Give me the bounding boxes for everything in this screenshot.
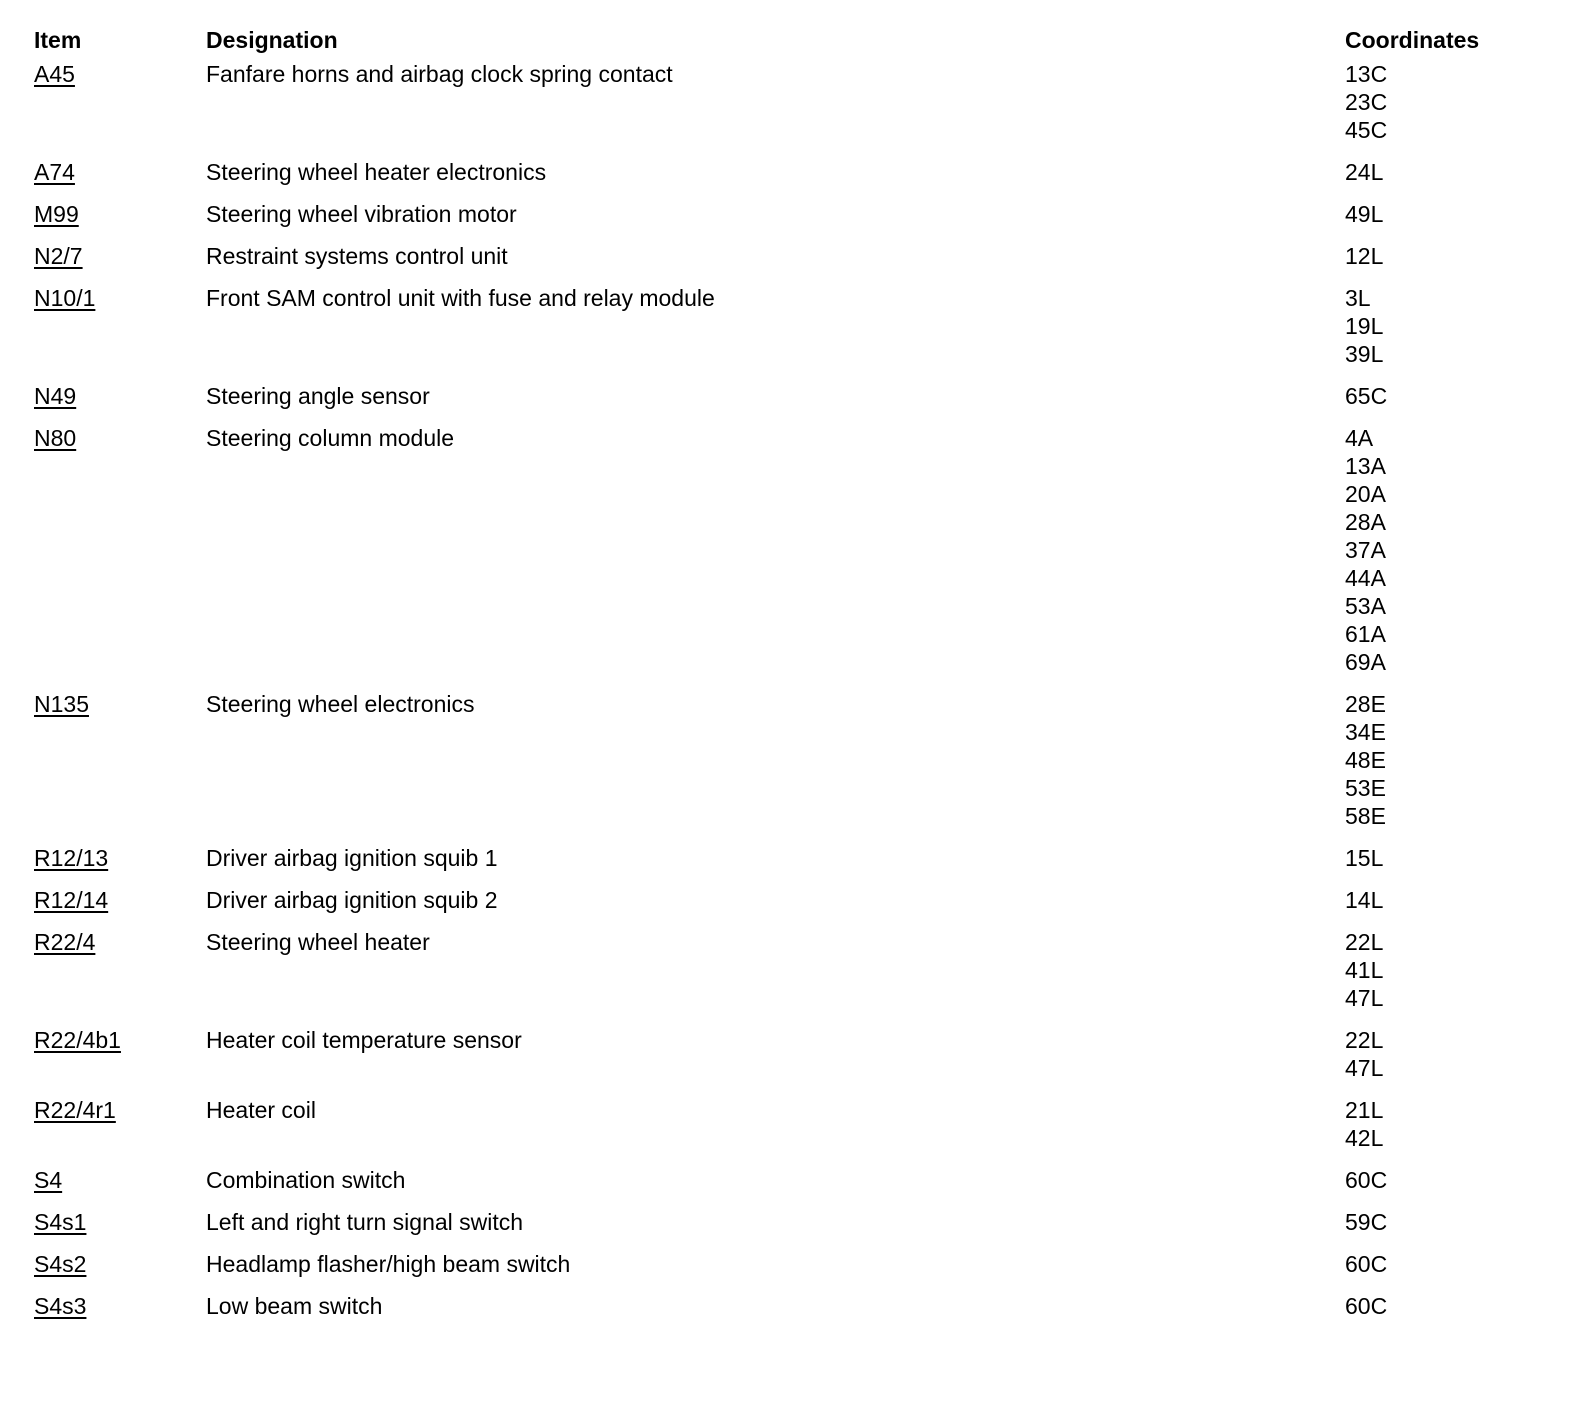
table-header [34,24,1554,56]
coordinate-value: 3L [1345,285,1371,311]
coordinate-value: 59C [1345,1209,1388,1235]
table-row [34,1166,1554,1208]
table-row [34,1292,1554,1334]
table-row [34,844,1554,886]
coordinate-value: 12L [1345,243,1384,269]
item-cell [34,1292,206,1320]
table-row [34,382,1554,424]
coordinate-value: 49L [1345,201,1384,227]
item-cell [34,242,206,270]
table-row [34,690,1554,844]
item-cell [34,1208,206,1236]
coordinate-value: 53A [1345,593,1386,619]
coordinates-cell [1345,424,1554,676]
item-cell [34,928,206,956]
table-row [34,1026,1554,1096]
designation-cell: Fanfare horns and airbag clock spring contact [206,61,673,87]
designation-cell: Restraint systems control unit [206,243,508,269]
item-link[interactable]: R22/4 [34,929,96,955]
coordinate-value: 19L [1345,313,1384,339]
coordinate-value: 48E [1345,747,1386,773]
coordinates-cell [1345,158,1554,186]
coordinates-cell [1345,60,1554,144]
designation-cell: Heater coil temperature sensor [206,1027,522,1053]
coordinate-value: 37A [1345,537,1386,563]
coordinates-cell [1345,284,1554,368]
coordinate-value: 61A [1345,621,1386,647]
coordinates-cell [1345,1096,1554,1152]
coordinate-value: 22L [1345,1027,1384,1053]
designation-cell: Steering wheel vibration motor [206,201,517,227]
item-cell [34,284,206,312]
coordinates-cell [1345,200,1554,228]
coordinate-value: 21L [1345,1097,1384,1123]
coordinate-value: 34E [1345,719,1386,745]
coordinate-value: 65C [1345,383,1388,409]
item-link[interactable]: N49 [34,383,77,409]
designation-cell: Low beam switch [206,1293,383,1319]
item-link[interactable]: S4 [34,1167,63,1193]
item-cell [34,690,206,718]
coordinate-value: 13C [1345,61,1388,87]
item-cell [34,60,206,88]
coordinate-value: 15L [1345,845,1384,871]
item-cell [34,1166,206,1194]
item-cell [34,200,206,228]
designation-cell: Driver airbag ignition squib 2 [206,887,498,913]
coordinates-cell [1345,1026,1554,1082]
coordinate-value: 53E [1345,775,1386,801]
table-row [34,242,1554,284]
item-link[interactable]: S4s3 [34,1293,87,1319]
item-link[interactable]: A74 [34,159,75,185]
coordinate-value: 28A [1345,509,1386,535]
table-row [34,1096,1554,1166]
coordinate-value: 60C [1345,1167,1388,1193]
component-legend-table [34,24,1554,1334]
item-link[interactable]: R22/4r1 [34,1097,116,1123]
designation-cell: Driver airbag ignition squib 1 [206,845,498,871]
coordinates-cell [1345,382,1554,410]
table-row [34,928,1554,1026]
coordinate-value: 60C [1345,1251,1388,1277]
coordinate-value: 20A [1345,481,1386,507]
coordinate-value: 4A [1345,425,1374,451]
item-cell [34,1250,206,1278]
coordinate-value: 45C [1345,117,1388,143]
table-row [34,424,1554,690]
coordinate-value: 39L [1345,341,1384,367]
item-cell [34,1096,206,1124]
item-link[interactable]: R22/4b1 [34,1027,121,1053]
coordinates-cell [1345,844,1554,872]
item-link[interactable]: S4s2 [34,1251,87,1277]
designation-cell: Steering wheel electronics [206,691,475,717]
coordinate-value: 44A [1345,565,1386,591]
table-row [34,60,1554,158]
designation-cell: Heater coil [206,1097,316,1123]
coordinate-value: 60C [1345,1293,1388,1319]
table-row [34,200,1554,242]
header-item: Item [34,27,82,53]
table-row [34,886,1554,928]
designation-cell: Front SAM control unit with fuse and relay module [206,285,715,311]
header-designation: Designation [206,27,338,53]
item-link[interactable]: N135 [34,691,89,717]
header-coordinates: Coordinates [1345,27,1480,53]
coordinate-value: 47L [1345,1055,1384,1081]
coordinates-cell [1345,1208,1554,1236]
item-cell [34,382,206,410]
item-cell [34,886,206,914]
item-link[interactable]: R12/13 [34,845,109,871]
table-row [34,1208,1554,1250]
designation-cell: Steering wheel heater electronics [206,159,547,185]
coordinate-value: 47L [1345,985,1384,1011]
designation-cell: Headlamp flasher/high beam switch [206,1251,571,1277]
item-link[interactable]: S4s1 [34,1209,87,1235]
coordinates-cell [1345,1166,1554,1194]
item-link[interactable]: M99 [34,201,79,227]
item-link[interactable]: A45 [34,61,75,87]
item-cell [34,844,206,872]
table-body [34,60,1554,1334]
coordinate-value: 42L [1345,1125,1384,1151]
coordinates-cell [1345,242,1554,270]
coordinates-cell [1345,928,1554,1012]
coordinates-cell [1345,1292,1554,1320]
coordinate-value: 41L [1345,957,1384,983]
table-row [34,284,1554,382]
item-cell [34,424,206,452]
designation-cell: Steering angle sensor [206,383,430,409]
item-link[interactable]: N10/1 [34,285,96,311]
item-cell [34,158,206,186]
coordinate-value: 23C [1345,89,1388,115]
designation-cell: Left and right turn signal switch [206,1209,524,1235]
coordinates-cell [1345,886,1554,914]
coordinate-value: 28E [1345,691,1386,717]
designation-cell: Steering wheel heater [206,929,430,955]
table-row [34,158,1554,200]
coordinates-cell [1345,1250,1554,1278]
item-link[interactable]: N80 [34,425,77,451]
item-cell [34,1026,206,1054]
item-link[interactable]: R12/14 [34,887,109,913]
coordinate-value: 58E [1345,803,1386,829]
coordinate-value: 22L [1345,929,1384,955]
designation-cell: Steering column module [206,425,455,451]
coordinates-cell [1345,690,1554,830]
coordinate-value: 14L [1345,887,1384,913]
coordinate-value: 13A [1345,453,1386,479]
coordinate-value: 24L [1345,159,1384,185]
designation-cell: Combination switch [206,1167,406,1193]
coordinate-value: 69A [1345,649,1386,675]
item-link[interactable]: N2/7 [34,243,83,269]
table-row [34,1250,1554,1292]
